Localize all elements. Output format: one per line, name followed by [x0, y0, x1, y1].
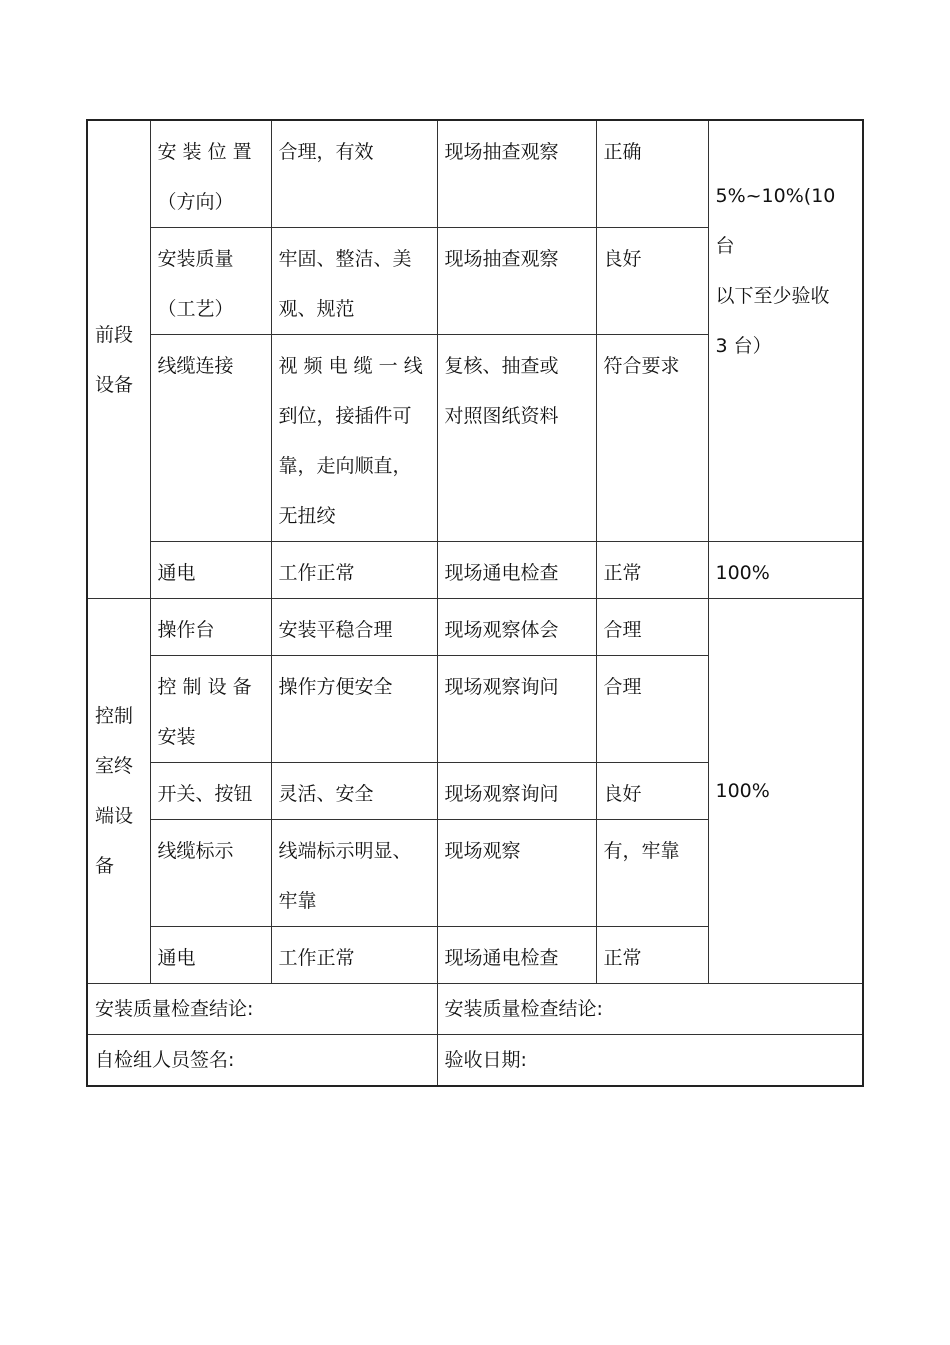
method-cell: 现场观察 — [437, 820, 596, 927]
signature-row — [87, 1035, 863, 1087]
item-cell: 控 制 设 备 安装 — [150, 656, 271, 763]
requirement-cell: 线端标示明显、 牢靠 — [271, 820, 437, 927]
front-end-group-label: 前段 设备 — [87, 120, 150, 599]
item-cell: 操作台 — [150, 599, 271, 656]
sampling-rate-cell: 5%~10%(10 台 以下至少验收 3 台） — [708, 120, 863, 542]
item-cell: 线缆连接 — [150, 335, 271, 542]
conclusion-right-field: 安装质量检查结论: — [437, 984, 863, 1035]
method-cell: 现场抽查观察 — [437, 120, 596, 228]
result-cell: 良好 — [596, 763, 708, 820]
item-cell: 通电 — [150, 542, 271, 599]
conclusion-left-field: 安装质量检查结论: — [87, 984, 437, 1035]
result-cell: 正常 — [596, 927, 708, 984]
requirement-cell: 视 频 电 缆 一 线 到位，接插件可 靠，走向顺直， 无扭绞 — [271, 335, 437, 542]
table-row — [87, 542, 863, 599]
result-cell: 合理 — [596, 656, 708, 763]
method-cell: 现场通电检查 — [437, 927, 596, 984]
item-cell: 通电 — [150, 927, 271, 984]
power-rate-cell: 100% — [708, 542, 863, 599]
requirement-cell: 工作正常 — [271, 542, 437, 599]
acceptance-date-field: 验收日期: — [437, 1035, 863, 1087]
item-cell: 线缆标示 — [150, 820, 271, 927]
result-cell: 符合要求 — [596, 335, 708, 542]
table-row — [87, 120, 863, 228]
requirement-cell: 安装平稳合理 — [271, 599, 437, 656]
result-cell: 正确 — [596, 120, 708, 228]
requirement-cell: 合理，有效 — [271, 120, 437, 228]
result-cell: 有，牢靠 — [596, 820, 708, 927]
requirement-cell: 牢固、整洁、美 观、规范 — [271, 228, 437, 335]
method-cell: 现场观察询问 — [437, 656, 596, 763]
requirement-cell: 灵活、安全 — [271, 763, 437, 820]
signature-field: 自检组人员签名: — [87, 1035, 437, 1087]
item-cell: 安 装 位 置 （方向） — [150, 120, 271, 228]
result-cell: 合理 — [596, 599, 708, 656]
method-cell: 现场观察询问 — [437, 763, 596, 820]
control-room-group-label: 控制 室终 端设 备 — [87, 599, 150, 984]
method-cell: 现场观察体会 — [437, 599, 596, 656]
result-cell: 正常 — [596, 542, 708, 599]
result-cell: 良好 — [596, 228, 708, 335]
method-cell: 现场抽查观察 — [437, 228, 596, 335]
method-cell: 现场通电检查 — [437, 542, 596, 599]
inspection-table — [86, 119, 864, 1087]
method-cell: 复核、抽查或 对照图纸资料 — [437, 335, 596, 542]
item-cell: 开关、按钮 — [150, 763, 271, 820]
item-cell: 安装质量 （工艺） — [150, 228, 271, 335]
requirement-cell: 工作正常 — [271, 927, 437, 984]
table-row — [87, 599, 863, 656]
conclusion-row — [87, 984, 863, 1035]
requirement-cell: 操作方便安全 — [271, 656, 437, 763]
sampling-rate-cell: 100% — [708, 599, 863, 984]
